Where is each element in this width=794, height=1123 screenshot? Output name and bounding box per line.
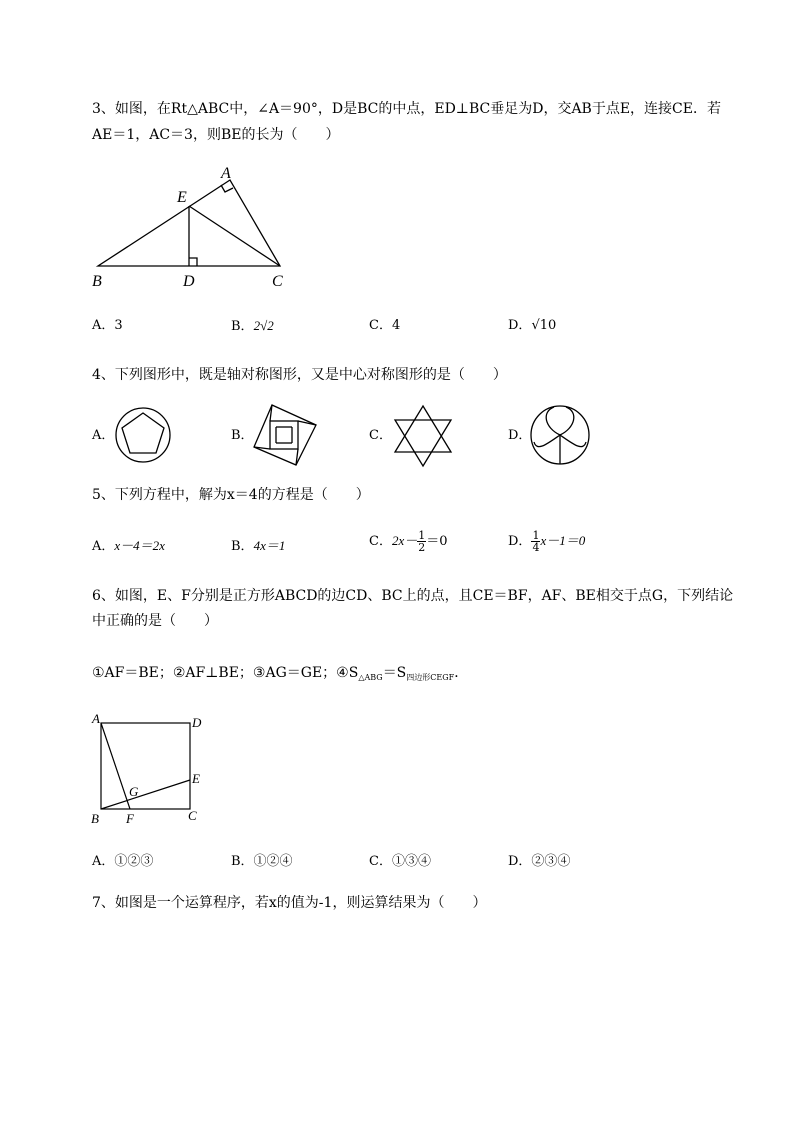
three-arcs-in-circle-icon [529,404,591,466]
q3-option-b[interactable]: B．2√2 [231,318,274,334]
q6-label-e: E [192,771,200,786]
q3-label-c: C [272,273,283,290]
q4-option-a[interactable]: A． [92,428,115,443]
q6-label-b: B [91,811,99,826]
pentagon-in-circle-icon [114,406,172,464]
q6-stem-line1: 6、如图，E、F分别是正方形ABCD的边CD、BC上的点，且CE＝BF，AF、BE相交于点G，下列结论 [92,588,734,604]
q5-stem: 5、下列方程中，解为x＝4的方程是（ ） [92,487,370,503]
q6-option-a[interactable]: A．①②③ [92,854,154,869]
q3-stem-line1: 3、如图，在Rt△ABC中，∠A＝90°，D是BC的中点，ED⊥BC垂足为D，交AB于点E，连接CE．若 [92,101,721,117]
q4-option-d[interactable]: D． [508,428,532,443]
q6-label-g: G [129,784,139,799]
q6-conclusions: ①AF＝BE；②AF⊥BE；③AG＝GE；$④S_{\triangle ABG}=S_{四边形CEGF}$． [92,665,469,682]
q3-label-d: D [183,273,195,290]
q6-square-figure [88,708,208,828]
q5-option-b[interactable]: B．4x＝1 [231,538,286,554]
q6-label-f: F [126,811,134,826]
q6-label-a: A [92,711,100,726]
q3-label-a: A [221,165,231,182]
q6-stem-line2: 中正确的是（ ） [92,613,218,629]
q3-label-b: B [92,273,102,290]
q7-stem: 7、如图是一个运算程序，若x的值为-1，则运算结果为（ ） [92,895,487,911]
q6-option-c[interactable]: C．①③④ [369,854,431,869]
q5-option-c[interactable]: C．2x－ $\frac{1}{2}$ ＝0 [369,529,448,554]
q5-option-a[interactable]: A．x－4＝2x [92,538,165,554]
hexagram-icon [391,404,455,468]
square-in-square-icon [252,403,318,467]
q4-option-b[interactable]: B． [231,428,254,443]
q5-option-d[interactable]: D． $\frac{1}{4}$ x－1＝0 [508,529,586,554]
q3-option-d[interactable]: D．√10 [508,318,557,333]
q3-option-a[interactable]: A．3 [92,318,123,333]
q3-label-e: E [177,189,187,206]
q3-option-c[interactable]: C．4 [369,318,401,333]
q6-option-b[interactable]: B．①②④ [231,854,293,869]
q3-stem-line2: AE＝1，AC＝3，则BE的长为（ ） [92,127,340,143]
q6-option-d[interactable]: D．②③④ [508,854,571,869]
q3-triangle-figure [88,160,298,292]
q4-stem: 4、下列图形中，既是轴对称图形，又是中心对称图形的是（ ） [92,367,507,383]
q4-option-c[interactable]: C． [369,428,392,443]
q6-label-d: D [192,715,202,730]
q6-label-c: C [188,808,197,823]
